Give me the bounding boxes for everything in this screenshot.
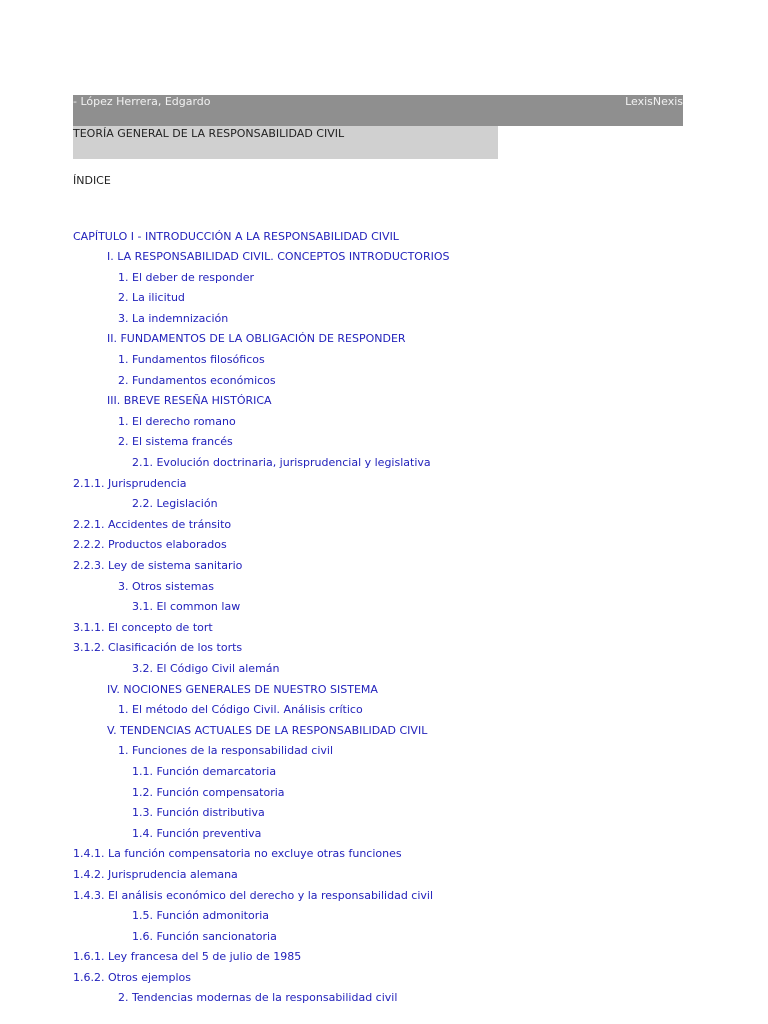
toc-link[interactable]: 2.2.1. Accidentes de tránsito — [73, 517, 232, 531]
toc-link[interactable]: 2.2.2. Productos elaborados — [73, 538, 227, 552]
publisher-brand: LexisNexis — [625, 95, 683, 108]
toc-link[interactable]: 2.1.1. Jurisprudencia — [73, 476, 187, 490]
toc-link[interactable]: 3. Otros sistemas — [118, 579, 214, 593]
toc-link[interactable]: 1. El derecho romano — [118, 414, 236, 428]
toc-link[interactable]: 1.4.2. Jurisprudencia alemana — [73, 867, 238, 881]
toc-link[interactable]: 2.2. Legislación — [132, 497, 218, 511]
document-header-bar — [73, 95, 683, 126]
toc-link[interactable]: 1.3. Función distributiva — [132, 806, 265, 820]
toc-link[interactable]: V. TENDENCIAS ACTUALES DE LA RESPONSABILIDAD CIVIL — [107, 723, 428, 737]
author-name: - López Herrera, Edgardo — [73, 95, 211, 108]
toc-link[interactable]: 1.4.1. La función compensatoria no excluye otras funciones — [73, 847, 402, 861]
toc-link[interactable]: II. FUNDAMENTOS DE LA OBLIGACIÓN DE RESPONDER — [107, 332, 406, 346]
toc-link[interactable]: 1. El método del Código Civil. Análisis crítico — [118, 703, 363, 717]
toc-link[interactable]: 2. La ilicitud — [118, 291, 185, 305]
toc-link[interactable]: 1. Funciones de la responsabilidad civil — [118, 744, 334, 758]
toc-link[interactable]: III. BREVE RESEÑA HISTÓRICA — [107, 394, 272, 408]
toc-link[interactable]: I. LA RESPONSABILIDAD CIVIL. CONCEPTOS INTRODUCTORIOS — [107, 250, 450, 264]
index-heading: ÍNDICE — [73, 174, 111, 187]
toc-link[interactable]: 1.4. Función preventiva — [132, 826, 262, 840]
toc-link[interactable]: 1.4.3. El análisis económico del derecho y la responsabilidad civil — [73, 888, 434, 902]
toc-link[interactable]: 1.6.2. Otros ejemplos — [73, 970, 191, 984]
toc-link[interactable]: 1.6. Función sancionatoria — [132, 929, 277, 943]
toc-link[interactable]: 3.2. El Código Civil alemán — [132, 661, 280, 675]
toc-link[interactable]: 1. El deber de responder — [118, 270, 254, 284]
toc-link[interactable]: 3.1. El common law — [132, 600, 241, 614]
toc-link[interactable]: 1. Fundamentos filosóficos — [118, 353, 265, 367]
toc-link[interactable]: 2. Tendencias modernas de la responsabilidad civil — [118, 991, 398, 1005]
toc-link[interactable]: 3. La indemnización — [118, 311, 229, 325]
toc-link[interactable]: 3.1.2. Clasificación de los torts — [73, 641, 243, 655]
toc-link[interactable]: 3.1.1. El concepto de tort — [73, 620, 213, 634]
document-title: TEORÍA GENERAL DE LA RESPONSABILIDAD CIVIL — [73, 127, 345, 140]
document-title-box — [73, 126, 498, 159]
toc-link[interactable]: IV. NOCIONES GENERALES DE NUESTRO SISTEMA — [107, 682, 378, 696]
toc-link[interactable]: 2. Fundamentos económicos — [118, 373, 276, 387]
toc-link[interactable]: 1.5. Función admonitoria — [132, 909, 270, 923]
toc-link[interactable]: 1.6.1. Ley francesa del 5 de julio de 1985 — [73, 950, 302, 964]
toc-link[interactable]: 2.1. Evolución doctrinaria, jurisprudencial y legislativa — [132, 456, 431, 470]
toc-link[interactable]: 1.1. Función demarcatoria — [132, 764, 277, 778]
toc-link[interactable]: 2.2.3. Ley de sistema sanitario — [73, 559, 243, 572]
toc-link[interactable]: 2. El sistema francés — [118, 435, 233, 449]
table-of-contents — [73, 230, 763, 1013]
toc-link[interactable]: CAPÍTULO I - INTRODUCCIÓN A LA RESPONSABILIDAD CIVIL — [73, 229, 399, 243]
toc-link[interactable]: 1.2. Función compensatoria — [132, 785, 285, 799]
